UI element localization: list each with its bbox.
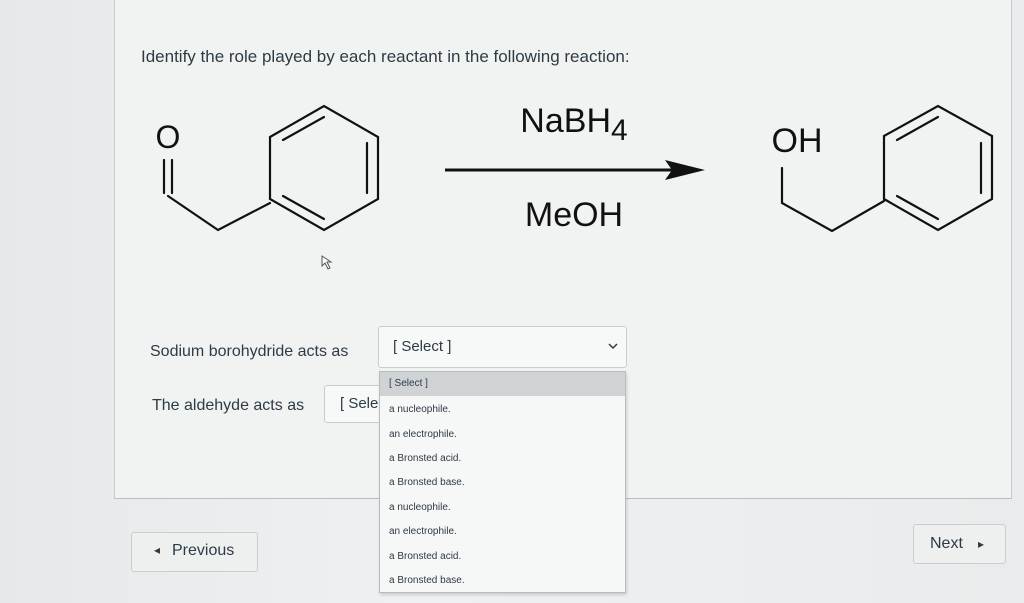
dropdown-option[interactable]: a nucleophile.	[389, 502, 451, 513]
select-aldehyde-role[interactable]	[324, 385, 384, 423]
answer-label-sodium-borohydride: Sodium borohydride acts as	[150, 343, 349, 360]
reagent-bottom: MeOH	[524, 196, 624, 234]
question-text: Identify the role played by each reactant in the following reaction:	[141, 47, 630, 66]
previous-label: Previous	[172, 542, 235, 559]
chevron-down-icon	[608, 339, 618, 353]
product-hydroxyl: OH	[771, 122, 823, 160]
dropdown-options-list[interactable]	[379, 371, 626, 593]
mouse-pointer-icon	[321, 255, 335, 271]
next-button[interactable]	[913, 524, 1006, 564]
dropdown-option[interactable]: an electrophile.	[389, 429, 457, 440]
dropdown-option[interactable]: a Bronsted acid.	[389, 453, 462, 464]
previous-button[interactable]	[131, 532, 258, 572]
reactant-oxygen: O	[155, 119, 181, 155]
reactant-structure	[164, 106, 378, 230]
dropdown-option[interactable]: a Bronsted acid.	[389, 551, 462, 562]
next-label: Next	[930, 535, 963, 552]
dropdown-option[interactable]: a Bronsted base.	[389, 477, 465, 488]
dropdown-option[interactable]: a Bronsted base.	[389, 575, 465, 586]
select-value: [ Sele	[340, 395, 379, 412]
caret-left-icon: ◂	[154, 543, 161, 557]
reagent-top: NaBH4	[520, 102, 628, 147]
caret-right-icon: ▸	[978, 537, 985, 551]
select-value: [ Select ]	[393, 338, 452, 355]
dropdown-option[interactable]: a nucleophile.	[389, 404, 451, 415]
dropdown-option[interactable]: [ Select ]	[380, 372, 625, 396]
dropdown-option[interactable]: an electrophile.	[389, 526, 457, 537]
select-sodium-borohydride-role[interactable]	[378, 326, 627, 368]
answer-label-aldehyde: The aldehyde acts as	[152, 397, 305, 414]
reaction-scheme	[0, 0, 1024, 300]
